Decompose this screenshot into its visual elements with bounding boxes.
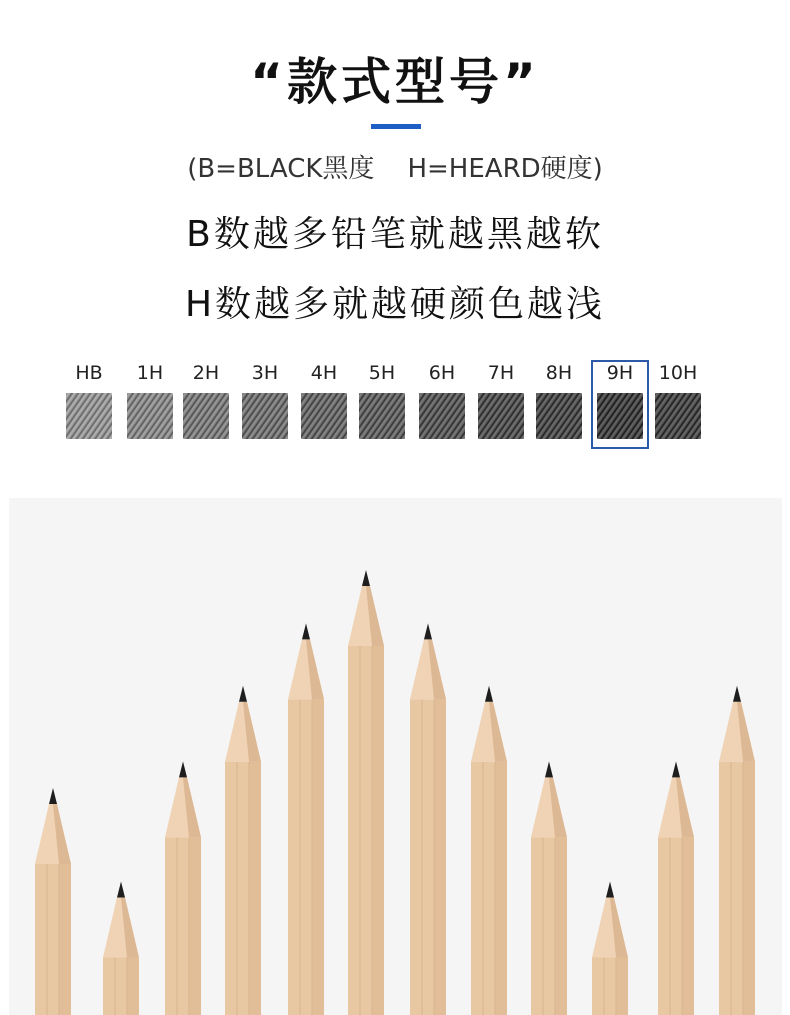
graphite-swatch bbox=[301, 393, 347, 439]
b-grade-description: B数越多铅笔就越黑越软 bbox=[186, 214, 604, 255]
grade-option-6h[interactable] bbox=[413, 360, 471, 448]
pencil bbox=[35, 788, 71, 1015]
grade-label: 9H bbox=[606, 362, 634, 384]
pencil bbox=[592, 882, 628, 1015]
grade-option-7h[interactable] bbox=[472, 360, 530, 448]
grade-option-hb[interactable] bbox=[60, 360, 118, 448]
grade-label: 2H bbox=[192, 362, 220, 384]
graphite-swatch bbox=[242, 393, 288, 439]
grade-label: 10H bbox=[658, 362, 698, 384]
grade-selector bbox=[0, 360, 790, 455]
title-underline bbox=[371, 124, 421, 129]
graphite-swatch bbox=[536, 393, 582, 439]
graphite-swatch bbox=[419, 393, 465, 439]
pencil bbox=[658, 761, 694, 1015]
graphite-swatch bbox=[127, 393, 173, 439]
pencil bbox=[531, 761, 567, 1015]
pencil bbox=[103, 882, 139, 1015]
pencil-illustration bbox=[9, 498, 782, 1015]
grade-label: 8H bbox=[545, 362, 573, 384]
graphite-swatch bbox=[478, 393, 524, 439]
grade-label: 4H bbox=[310, 362, 338, 384]
pencil bbox=[719, 686, 755, 1015]
hardness-legend: (B=BLACK黑度 H=HEARD硬度) bbox=[187, 154, 603, 184]
grade-option-10h[interactable] bbox=[649, 360, 707, 448]
section-title: “款式型号” bbox=[250, 53, 540, 111]
grade-label: 1H bbox=[136, 362, 164, 384]
graphite-swatch bbox=[597, 393, 643, 439]
grade-option-3h[interactable] bbox=[236, 360, 294, 448]
grade-option-9h[interactable] bbox=[591, 360, 649, 449]
h-grade-description: H数越多就越硬颜色越浅 bbox=[184, 284, 606, 325]
grade-option-5h[interactable] bbox=[353, 360, 411, 448]
pencil bbox=[410, 623, 446, 1015]
graphite-swatch bbox=[183, 393, 229, 439]
pencil bbox=[288, 623, 324, 1015]
grade-label: HB bbox=[75, 362, 103, 384]
graphite-swatch bbox=[359, 393, 405, 439]
pencil bbox=[471, 686, 507, 1015]
grade-label: 3H bbox=[251, 362, 279, 384]
pencil bbox=[348, 570, 384, 1015]
grade-option-8h[interactable] bbox=[530, 360, 588, 448]
pencil-display bbox=[9, 498, 782, 1015]
graphite-swatch bbox=[66, 393, 112, 439]
pencil bbox=[165, 761, 201, 1015]
pencil bbox=[225, 686, 261, 1015]
grade-option-2h[interactable] bbox=[177, 360, 235, 448]
grade-label: 6H bbox=[428, 362, 456, 384]
grade-label: 7H bbox=[487, 362, 515, 384]
grade-label: 5H bbox=[368, 362, 396, 384]
grade-option-1h[interactable] bbox=[121, 360, 179, 448]
grade-option-4h[interactable] bbox=[295, 360, 353, 448]
graphite-swatch bbox=[655, 393, 701, 439]
